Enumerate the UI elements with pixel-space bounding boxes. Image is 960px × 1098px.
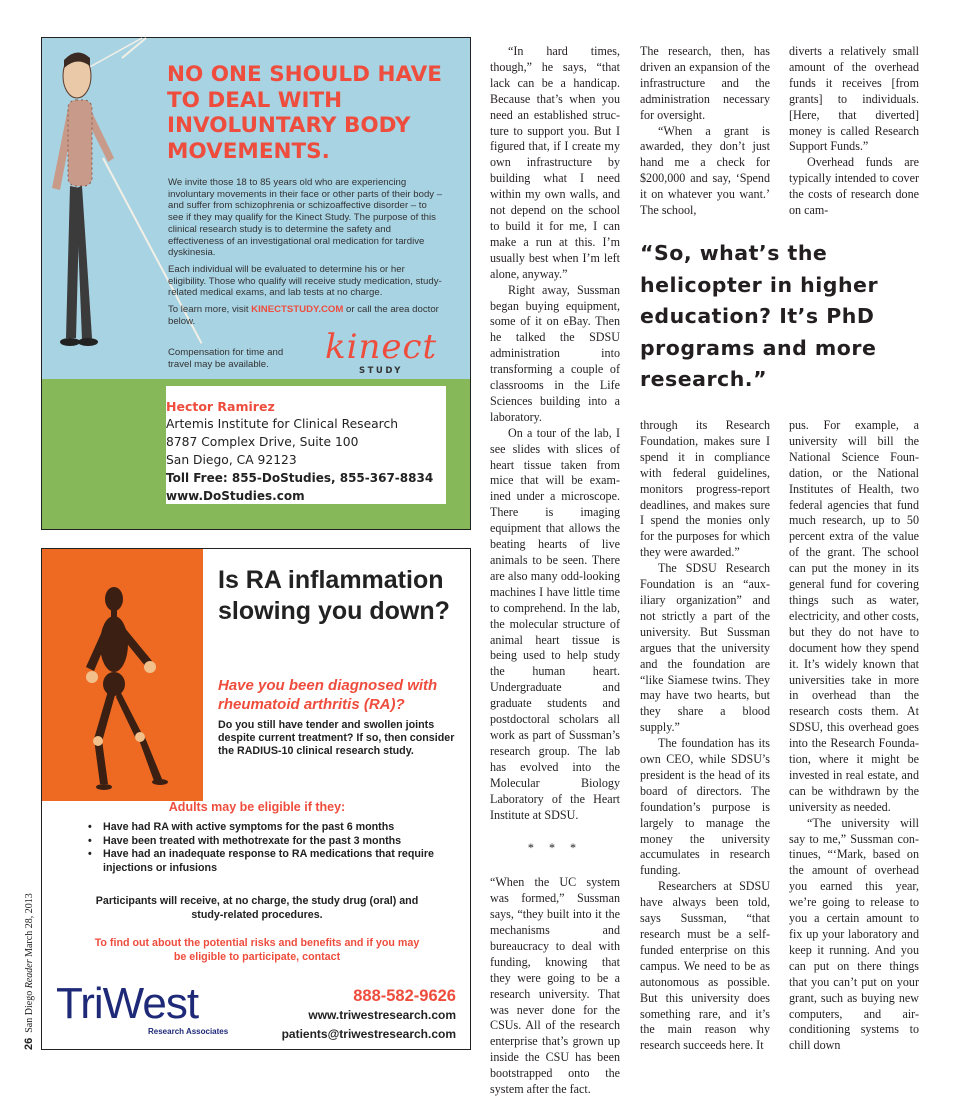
contact-org: Artemis Institute for Clinical Research xyxy=(166,417,399,431)
criteria-item: • Have had RA with active symptoms for the past 6 months xyxy=(88,821,448,835)
triwest-email[interactable]: patients@triwestresearch.com xyxy=(281,1027,456,1041)
contact-name: Hector Ramirez xyxy=(166,399,275,414)
kinect-headline: NO ONE SHOULD HAVE TO DEAL WITH INVOLUNTARY BODY MOVEMENTS. xyxy=(167,62,442,164)
triwest-logo xyxy=(56,981,246,1041)
text: To learn more, visit xyxy=(168,304,252,316)
kinect-body-text xyxy=(168,177,443,332)
contact-website[interactable]: www.DoStudies.com xyxy=(166,489,305,503)
wooden-mannequin-illustration xyxy=(42,549,203,801)
kinect-logo-wordmark: kinect xyxy=(325,327,438,367)
article-paragraph: The foundation has its own CEO, while SDSU’s president is the head of its board of directors. The foundation’s purpose is largely to manage the money the university accumulates in research funding. xyxy=(640,736,770,878)
kinect-website-link[interactable]: KINECTSTUDY.COM xyxy=(251,304,344,316)
kinect-logo-subtitle: STUDY xyxy=(359,366,403,376)
criteria-item: • Have had an inadequate response to RA medications that require injections or infusions xyxy=(88,848,448,875)
article-column-2-top xyxy=(640,44,770,218)
triwest-logo-wordmark: TriWest xyxy=(56,979,199,1028)
article-column-3-top xyxy=(789,44,919,218)
marionette-figure-illustration xyxy=(42,38,162,531)
pull-quote: “So, what’s the helicopter in higher education? It’s PhD programs and more research.” xyxy=(640,241,879,391)
page-folio xyxy=(23,893,35,1050)
kinect-paragraph: We invite those 18 to 85 years old who are experiencing involuntary movements in their face or other parts of their body – and suffer from schizophrenia or schizoaffective disorder – to see if they may qualify for the Kinect Study. The purpose of this clinical research study is to determine the safety and effectiveness of an investigational oral medication for tardive dyskinesia. xyxy=(168,177,443,259)
article-column-2 xyxy=(640,418,770,1054)
article-paragraph: The research, then, has driven an expansion of the infrastructure and the administration necessary for oversight. xyxy=(640,44,770,122)
triwest-headline: Is RA inflammation slowing you down? xyxy=(218,566,450,625)
article-paragraph: pus. For example, a university will bill the National Science Foundation, or the National Institutes of Health, two federal agencies that fund much research, up to 50 percent extra of the value of the grant. The school can put the money in its general fund for covering things such as water, electricity, and other costs, but they do not have to document how they spend it. It’s widely known that universities take in more in overhead than the research costs them. At SDSU, this overhead goes into the Research Foundation, where it might be invested in real estate, and can be withdrawn by the university as needed. xyxy=(789,418,919,814)
criteria-item: • Have been treated with methotrexate for the past 3 months xyxy=(88,835,448,849)
article-column-1 xyxy=(490,44,620,1097)
section-break: * * * xyxy=(527,841,583,856)
article-paragraph: “The university will say to me,” Sussman continues, “‘Mark, based on the amount of overhead you earned this year, we’re going to release to you a certain amount to fix up your laboratory and keep it running. And you can put on there things that you can’t put on your grant, such as buying new computers, and air-conditioning systems to chill down xyxy=(789,815,919,1053)
issue-date: March 28, 2013 xyxy=(24,893,35,957)
triwest-subtext: Do you still have tender and swollen joints despite current treatment? If so, then consider the RADIUS-10 clinical research study. xyxy=(218,719,455,757)
page-number: 26 xyxy=(23,1037,35,1050)
article-paragraph: On a tour of the lab, I see slides with slices of heart tissue taken from mice that will be examined under a microscope. There is imaging equipment that allows the beating hearts of live animals to be seen. There are also many odd-looking machines I have little time to comprehend. In the lab, the molecular structure of animal heart tissue is being used to help study the human heart. Undergraduate and graduate students and postdoctoral scholars all work as part of Sussman’s research group. The lab has evolved into the Molecular Biology Laboratory of the Heart Institute at SDSU. xyxy=(490,425,620,822)
kinect-logo xyxy=(325,327,438,380)
article-paragraph: Researchers at SDSU have always been told, says Sussman, “that research must be a self-funded enterprise on this campus. We need to be as autonomous as possible. But this university does something rare, and it’s the main reason why research succeeds here. It xyxy=(640,879,770,1053)
triwest-ra-study-ad xyxy=(41,548,471,1050)
article-paragraph: The SDSU Research Foundation is an “auxiliary organization” and not strictly a part of the university. But Sussman argues that the university and the foundation are “like Siamese twins. They may have two hearts, but they share a blood supply.” xyxy=(640,561,770,735)
contact-phone[interactable]: Toll Free: 855-DoStudies, 855-367-8834 xyxy=(166,471,434,485)
article-paragraph: Right away, Sussman began buying equipment, some of it on eBay. Then he talked the SDSU administration into transforming a couple of classrooms in the Life Sciences building into a laboratory. xyxy=(490,282,620,424)
article-paragraph: Overhead funds are typically intended to cover the costs of research done on cam- xyxy=(789,155,919,218)
triwest-contact xyxy=(282,986,456,1044)
risks-note: To find out about the potential risks and benefits and if you may be eligible to participate, contact xyxy=(94,937,420,963)
article-paragraph: through its Research Foundation, makes sure I spend it in compliance with federal guidelines, monitors progress-report deadlines, and makes sure I spend the monies only for the purposes for which they were awarded.” xyxy=(640,418,770,560)
eligibility-criteria-list xyxy=(88,821,448,875)
article-paragraph: “In hard times, though,” he says, “that lack can be a handicap. Because that’s when you need an established structure to support you. But I figured that, if I create my own infrastructure by building what I need within my own walls, and not depend on the school to build it for me, I can make a run at this. I’m usually best when I’m left alone, anyway.” xyxy=(490,44,620,281)
compensation-note: Compensation for time and travel may be available. xyxy=(168,347,284,370)
text: or call the area doctor below. xyxy=(168,304,439,327)
article-paragraph: “When the UC system was formed,” Sussman says, “they built into it the mechanisms and bureaucracy to deal with funding, knowing that they were going to be a research university. That was never done for the CSUs. All of the research enterprise that’s grown up inside the CSU has been bootstrapped onto the system after the fact. xyxy=(490,875,620,1097)
kinect-paragraph xyxy=(168,304,443,327)
contact-address-line: 8787 Complex Drive, Suite 100 xyxy=(166,435,359,449)
triwest-logo-subtitle: Research Associates xyxy=(148,1027,229,1036)
kinect-study-ad xyxy=(41,37,471,530)
wooden-mannequin-photo xyxy=(42,549,203,801)
article-paragraph: “When a grant is awarded, they don’t just hand me a check for $200,000 and say, ‘Spend it on whatever you want.’ The school, xyxy=(640,123,770,218)
contact-card xyxy=(166,386,446,504)
participants-note: Participants will receive, at no charge, the study drug (oral) and study-related procedures. xyxy=(95,895,419,921)
triwest-phone[interactable]: 888-582-9626 xyxy=(353,987,456,1005)
article-column-3 xyxy=(789,418,919,1054)
kinect-paragraph: Each individual will be evaluated to determine his or her eligibility. Those who qualify will receive study medication, study-related medical exams, and lab tests at no charge. xyxy=(168,263,442,299)
triwest-website[interactable]: www.triwestresearch.com xyxy=(308,1008,456,1022)
contact-address-line: San Diego, CA 92123 xyxy=(166,453,297,467)
eligibility-heading: Adults may be eligible if they: xyxy=(168,800,346,814)
triwest-question: Have you been diagnosed with rheumatoid arthritis (RA)? xyxy=(218,677,438,713)
publication-name-italic: Reader xyxy=(24,959,35,989)
publication-name: San Diego xyxy=(24,990,35,1033)
article-paragraph: diverts a relatively small amount of the overhead funds it receives [from grants] to individuals. [Here, that diverted] money is called Research Support Funds.” xyxy=(789,44,919,154)
